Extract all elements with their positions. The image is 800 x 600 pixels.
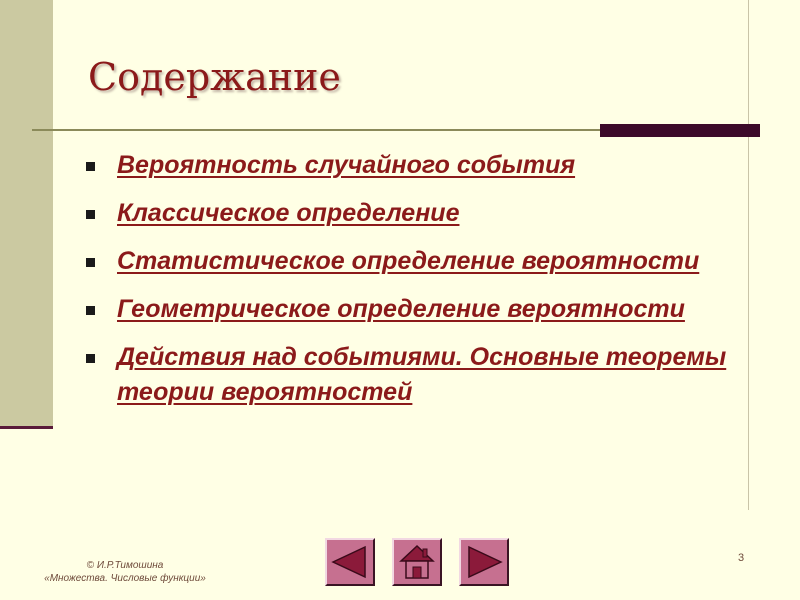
link-event-operations[interactable]: Действия над событиями. Основные теоремы теории вероятностей xyxy=(117,343,727,406)
square-bullet-icon xyxy=(86,162,95,171)
link-classical-definition[interactable]: Классическое определение xyxy=(117,199,460,227)
square-bullet-icon xyxy=(86,354,95,363)
title-accent-block xyxy=(600,124,760,137)
square-bullet-icon xyxy=(86,306,95,315)
page-number: 3 xyxy=(738,552,745,564)
footer-credits xyxy=(0,559,250,585)
list-item xyxy=(84,292,734,327)
footer-course: «Множества. Числовые функции» xyxy=(44,573,206,584)
list-item xyxy=(84,340,734,410)
triangle-right-icon xyxy=(461,540,507,584)
title-underline xyxy=(32,129,602,131)
square-bullet-icon xyxy=(86,258,95,267)
left-accent-bar xyxy=(0,0,53,428)
home-button[interactable] xyxy=(392,538,442,586)
list-item xyxy=(84,148,734,183)
link-geometric-definition[interactable]: Геометрическое определение вероятности xyxy=(117,295,685,323)
link-statistical-definition[interactable]: Статистическое определение вероятности xyxy=(117,247,700,275)
list-item xyxy=(84,196,734,231)
contents-list xyxy=(84,148,734,423)
footer-author: © И.Р.Тимошина xyxy=(86,560,164,571)
right-divider-line xyxy=(748,0,749,510)
previous-slide-button[interactable] xyxy=(325,538,375,586)
triangle-left-icon xyxy=(327,540,373,584)
list-item xyxy=(84,244,734,279)
square-bullet-icon xyxy=(86,210,95,219)
next-slide-button[interactable] xyxy=(459,538,509,586)
link-random-event-probability[interactable]: Вероятность случайного события xyxy=(117,151,576,179)
left-accent-underline xyxy=(0,426,53,429)
house-icon xyxy=(394,540,440,584)
slide-title: Содержание xyxy=(88,55,341,99)
